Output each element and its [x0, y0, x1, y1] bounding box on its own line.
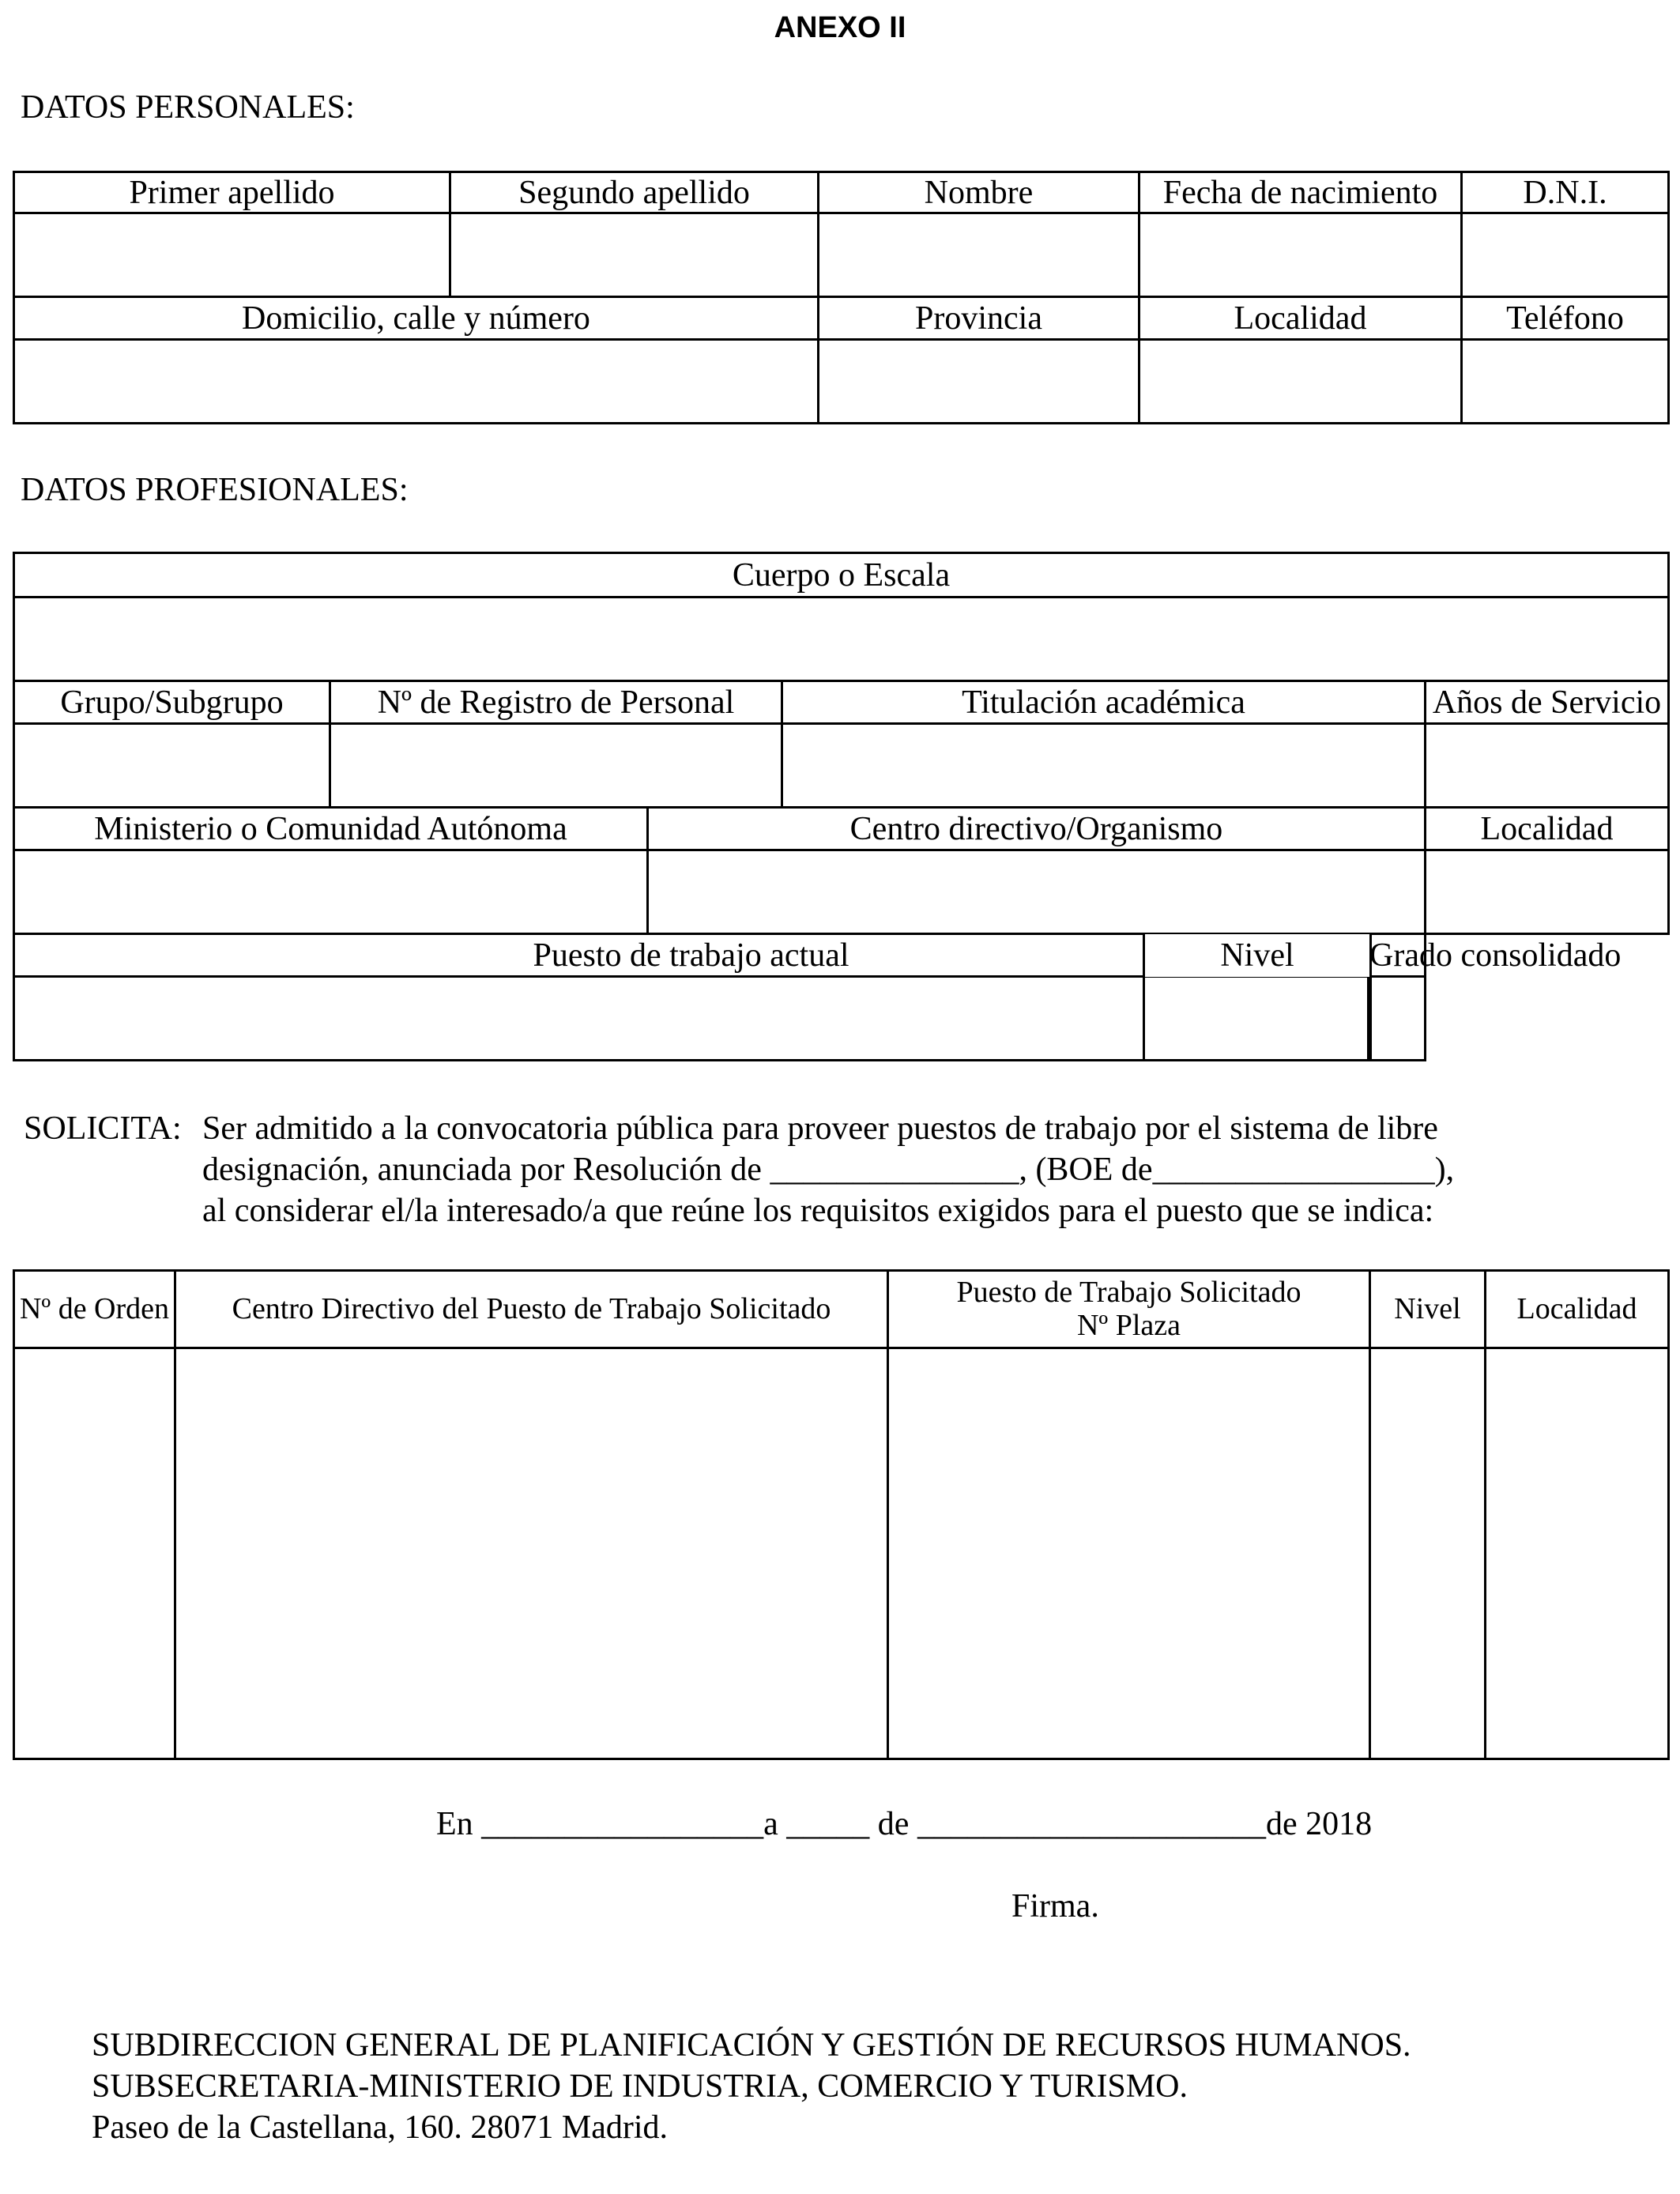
header-grado-consolidado: Grado consolidado: [1369, 934, 1426, 977]
header-numero-orden: Nº de Orden: [14, 1271, 175, 1348]
header-nivel: Nivel: [1145, 934, 1369, 977]
header-localidad: Localidad: [1139, 297, 1462, 340]
header-provincia: Provincia: [819, 297, 1139, 340]
input-localidad-prof[interactable]: [1426, 850, 1669, 934]
input-anos-servicio[interactable]: [1426, 724, 1669, 808]
input-grado-consolidado[interactable]: [1369, 977, 1426, 1061]
nivel-column: [1143, 934, 1372, 1061]
input-primer-apellido[interactable]: [14, 213, 450, 297]
header-centro-directivo: Centro directivo/Organismo: [648, 808, 1426, 850]
header-nivel-solicitado: Nivel: [1370, 1271, 1486, 1348]
header-primer-apellido: Primer apellido: [14, 172, 450, 213]
input-localidad-solicitada[interactable]: [1486, 1348, 1669, 1759]
header-localidad-solicitada: Localidad: [1486, 1271, 1669, 1348]
input-provincia[interactable]: [819, 340, 1139, 424]
input-puesto-solicitado[interactable]: [888, 1348, 1370, 1759]
input-domicilio[interactable]: [14, 340, 819, 424]
header-dni: D.N.I.: [1462, 172, 1669, 213]
solicita-label: SOLICITA:: [24, 1110, 182, 1147]
header-puesto-actual: Puesto de trabajo actual: [14, 934, 1369, 977]
footer-line-1: SUBDIRECCION GENERAL DE PLANIFICACIÓN Y GESTIÓN DE RECURSOS HUMANOS.: [92, 2027, 1411, 2064]
header-cuerpo-escala: Cuerpo o Escala: [14, 553, 1669, 598]
header-ministerio: Ministerio o Comunidad Autónoma: [14, 808, 648, 850]
solicita-line-3: al considerar el/la interesado/a que reúne los requisitos exigidos para el puesto que se indica:: [202, 1193, 1434, 1229]
solicita-line-2: designación, anunciada por Resolución de _______________, (BOE de_________________),: [202, 1152, 1455, 1188]
header-segundo-apellido: Segundo apellido: [450, 172, 819, 213]
input-centro-directivo[interactable]: [648, 850, 1426, 934]
header-localidad-prof: Localidad: [1426, 808, 1669, 850]
header-centro-directivo-solicitado: Centro Directivo del Puesto de Trabajo Solicitado: [175, 1271, 888, 1348]
input-telefono[interactable]: [1462, 340, 1669, 424]
input-cuerpo-escala[interactable]: [14, 598, 1669, 681]
personal-data-heading: DATOS PERSONALES:: [21, 89, 355, 126]
document-title: ANEXO II: [774, 11, 906, 44]
header-titulacion: Titulación académica: [782, 681, 1426, 724]
header-registro-personal: Nº de Registro de Personal: [330, 681, 782, 724]
input-localidad[interactable]: [1139, 340, 1462, 424]
input-fecha-nacimiento[interactable]: [1139, 213, 1462, 297]
header-numero-plaza: Nº Plaza: [1076, 1308, 1181, 1342]
input-ministerio[interactable]: [14, 850, 648, 934]
header-fecha-nacimiento: Fecha de nacimiento: [1139, 172, 1462, 213]
header-puesto-solicitado: [888, 1271, 1370, 1348]
professional-data-heading: DATOS PROFESIONALES:: [21, 472, 409, 508]
input-numero-orden[interactable]: [14, 1348, 175, 1759]
date-line: En _________________a _____ de _____________________de 2018: [436, 1806, 1373, 1842]
input-dni[interactable]: [1462, 213, 1669, 297]
input-titulacion[interactable]: [782, 724, 1426, 808]
footer-line-3: Paseo de la Castellana, 160. 28071 Madrid.: [92, 2109, 669, 2146]
footer-line-2: SUBSECRETARIA-MINISTERIO DE INDUSTRIA, COMERCIO Y TURISMO.: [92, 2068, 1188, 2105]
header-domicilio: Domicilio, calle y número: [14, 297, 819, 340]
signature-label: Firma.: [1011, 1888, 1099, 1924]
personal-data-table: [13, 171, 1670, 424]
input-nombre[interactable]: [819, 213, 1139, 297]
professional-data-table: [13, 552, 1670, 1061]
header-grupo-subgrupo: Grupo/Subgrupo: [14, 681, 330, 724]
input-nivel-solicitado[interactable]: [1370, 1348, 1486, 1759]
header-telefono: Teléfono: [1462, 297, 1669, 340]
solicita-line-1: Ser admitido a la convocatoria pública para proveer puestos de trabajo por el sistema de libre: [202, 1110, 1438, 1147]
requested-positions-table: [13, 1269, 1670, 1760]
input-grupo-subgrupo[interactable]: [14, 724, 330, 808]
input-segundo-apellido[interactable]: [450, 213, 819, 297]
header-anos-servicio: Años de Servicio: [1426, 681, 1669, 724]
header-puesto-solicitado-line1: Puesto de Trabajo Solicitado: [956, 1275, 1301, 1309]
input-registro-personal[interactable]: [330, 724, 782, 808]
input-centro-directivo-solicitado[interactable]: [175, 1348, 888, 1759]
header-nombre: Nombre: [819, 172, 1139, 213]
